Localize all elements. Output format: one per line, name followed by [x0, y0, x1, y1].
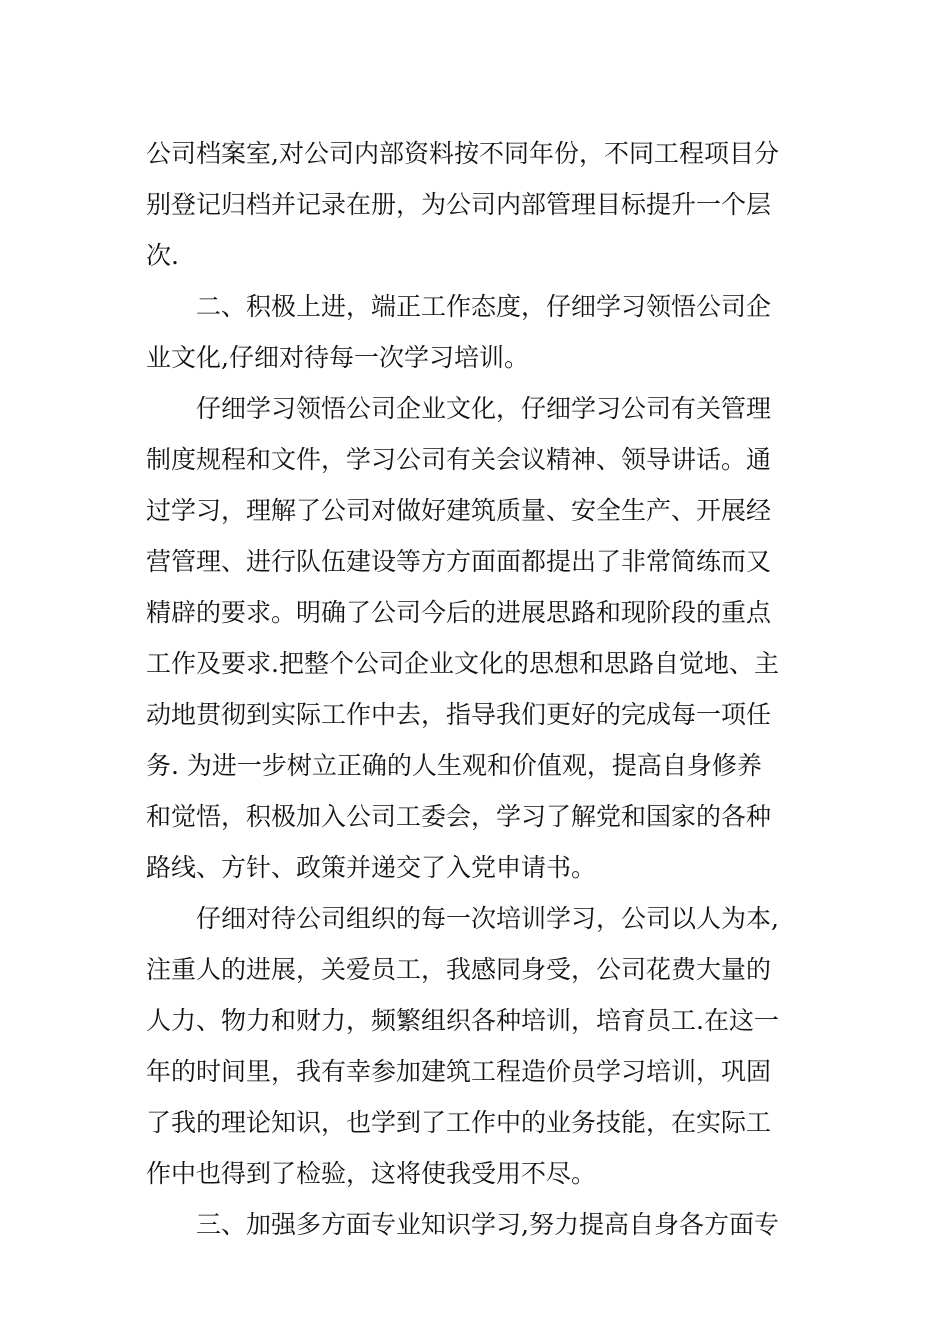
text-line: 仔细学习领悟公司企业文化，仔细学习公司有关管理	[146, 394, 772, 423]
text-line: 公司档案室,对公司内部资料按不同年份，不同工程项目分	[146, 139, 779, 168]
text-line: 制度规程和文件，学习公司有关会议精神、领导讲话。通	[146, 445, 772, 474]
text-line: 精辟的要求。明确了公司今后的进展思路和现阶段的重点	[146, 598, 772, 627]
text-line: 仔细对待公司组织的每一次培训学习，公司以人为本,	[146, 904, 779, 933]
text-line: 业文化,仔细对待每一次学习培训。	[146, 343, 529, 372]
text-line: 作中也得到了检验，这将使我受用不尽。	[146, 1159, 597, 1188]
text-line: 次.	[146, 241, 179, 270]
text-line: 工作及要求.把整个公司企业文化的思想和思路自觉地、主	[146, 649, 779, 678]
text-line: 路线、方针、政策并递交了入党申请书。	[146, 853, 597, 882]
text-line: 营管理、进行队伍建设等方方面面都提出了非常简练而又	[146, 547, 772, 576]
text-line: 务. 为进一步树立正确的人生观和价值观，提高自身修养	[146, 751, 762, 780]
text-line: 别登记归档并记录在册，为公司内部管理目标提升一个层	[146, 190, 772, 219]
text-line: 三、加强多方面专业知识学习,努力提高自身各方面专	[146, 1210, 779, 1239]
text-line: 人力、物力和财力，频繁组织各种培训，培育员工.在这一	[146, 1006, 779, 1035]
text-line: 和觉悟，积极加入公司工委会，学习了解党和国家的各种	[146, 802, 772, 831]
text-line: 二、积极上进，端正工作态度，仔细学习领悟公司企	[146, 292, 772, 321]
text-line: 年的时间里，我有幸参加建筑工程造价员学习培训，巩固	[146, 1057, 772, 1086]
text-line: 过学习，理解了公司对做好建筑质量、安全生产、开展经	[146, 496, 772, 525]
document-body	[146, 128, 806, 1250]
text-line: 动地贯彻到实际工作中去，指导我们更好的完成每一项任	[146, 700, 772, 729]
text-line: 注重人的进展，关爱员工，我感同身受，公司花费大量的	[146, 955, 772, 984]
text-line: 了我的理论知识，也学到了工作中的业务技能，在实际工	[146, 1108, 772, 1137]
